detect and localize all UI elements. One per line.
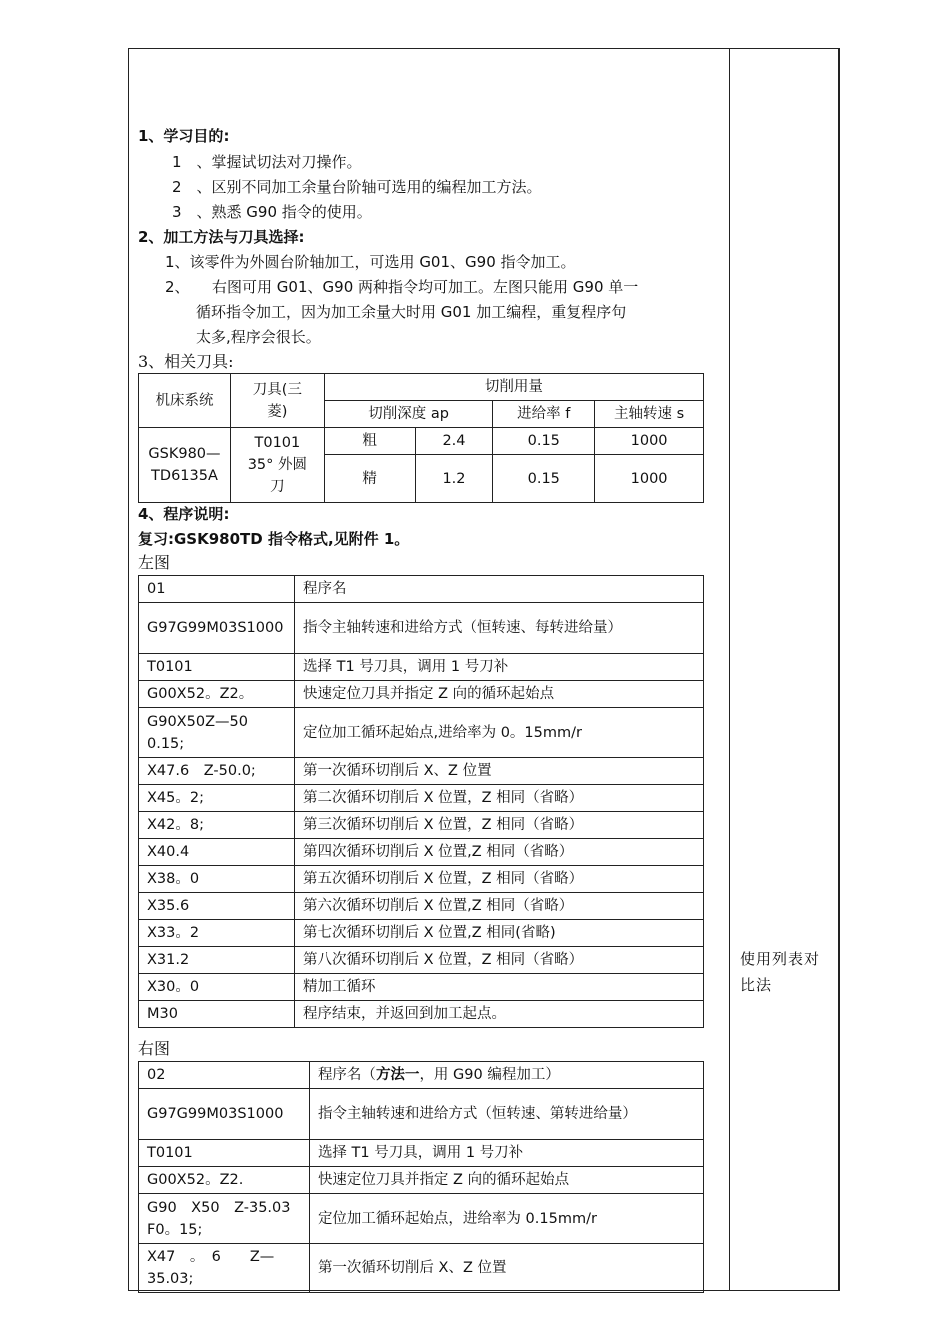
tools-tool-desc-line1: 35° 外圆 [247, 457, 308, 473]
program-code: G90X50Z—50 0.15; [139, 708, 295, 758]
program-code: G90 X50 Z-35.03 F0。15; [139, 1194, 310, 1244]
left-program-table [138, 575, 704, 1028]
tools-header-tool-line1: 刀具(三 [252, 381, 302, 398]
program-desc: 第八次循环切削后 X 位置，Z 相同（省略） [294, 947, 703, 974]
tools-header-depth: 切削深度 ap [324, 401, 493, 428]
tools-header-tool-line2: 菱) [267, 403, 288, 420]
program-code: M30 [139, 1001, 295, 1028]
section2-item-2-line1: 2、 右图可用 G01、G90 两种指令均可加工。左图只能用 G90 单一 [165, 278, 639, 296]
program-code: G97G99M03S1000 [139, 1089, 310, 1140]
tools-row-feed: 0.15 [493, 428, 595, 455]
section1-title: 1、学习目的: [138, 127, 230, 145]
program-desc: 程序名 [294, 576, 703, 603]
tools-machine-cell [139, 428, 231, 503]
program-desc: 第二次循环切削后 X 位置，Z 相同（省略） [294, 785, 703, 812]
program-desc: 第五次循环切削后 X 位置，Z 相同（省略） [294, 866, 703, 893]
program-desc: 定位加工循环起始点,进给率为 0。15mm/r [294, 708, 703, 758]
program-desc-part: 程序名（ [317, 1067, 376, 1083]
tools-row-speed: 1000 [595, 455, 704, 503]
right-program-table [138, 1061, 704, 1293]
program-code: X30。0 [139, 974, 295, 1001]
program-desc: 快速定位刀具并指定 Z 向的循环起始点 [309, 1167, 703, 1194]
tools-row-feed: 0.15 [493, 455, 595, 503]
program-code: G00X52。Z2. [139, 1167, 310, 1194]
program-code: G97G99M03S1000 [139, 603, 295, 654]
side-note: 使用列表对比法 [740, 950, 821, 994]
section1-item-1: 1 、掌握试切法对刀操作。 [172, 153, 362, 171]
program-code: 02 [139, 1062, 310, 1089]
program-desc: 选择 T1 号刀具，调用 1 号刀补 [309, 1140, 703, 1167]
tools-tool-code: T0101 [254, 435, 301, 451]
tools-header-machine: 机床系统 [139, 374, 231, 428]
program-desc: 第六次循环切削后 X 位置,Z 相同（省略） [294, 893, 703, 920]
program-code: X40.4 [139, 839, 295, 866]
tools-tool-desc-line2: 刀 [270, 479, 285, 495]
program-code: X45。2; [139, 785, 295, 812]
section3-title: 3、相关刀具: [138, 352, 234, 371]
section1-item-3: 3 、熟悉 G90 指令的使用。 [172, 203, 372, 221]
section4-review: 复习:GSK980TD 指令格式,见附件 1。 [138, 530, 410, 548]
program-desc: 第四次循环切削后 X 位置,Z 相同（省略） [294, 839, 703, 866]
program-code: G00X52。Z2。 [139, 681, 295, 708]
section2-title: 2、加工方法与刀具选择: [138, 228, 305, 246]
tools-header-tool [230, 374, 324, 428]
program-desc: 第一次循环切削后 X、Z 位置 [294, 758, 703, 785]
program-desc: 第七次循环切削后 X 位置,Z 相同(省略) [294, 920, 703, 947]
tools-header-speed: 主轴转速 s [595, 401, 704, 428]
left-program-label: 左图 [138, 553, 171, 572]
program-code: X42。8; [139, 812, 295, 839]
program-desc: 快速定位刀具并指定 Z 向的循环起始点 [294, 681, 703, 708]
section2-item-2-line3: 太多,程序会很长。 [196, 328, 321, 346]
tools-header-feed: 进给率 f [493, 401, 595, 428]
program-desc [309, 1062, 703, 1089]
section1-item-2: 2 、区别不同加工余量台阶轴可选用的编程加工方法。 [172, 178, 542, 196]
program-code: X35.6 [139, 893, 295, 920]
tools-machine-line2: TD6135A [151, 468, 218, 484]
program-desc: 选择 T1 号刀具，调用 1 号刀补 [294, 654, 703, 681]
program-desc: 指令主轴转速和进给方式（恒转速、每转进给量） [294, 603, 703, 654]
program-code: X47.6 Z-50.0; [139, 758, 295, 785]
column-divider-left [729, 48, 730, 1291]
program-desc: 第一次循环切削后 X、Z 位置 [309, 1244, 703, 1293]
program-code: 01 [139, 576, 295, 603]
tools-tool-cell [230, 428, 324, 503]
tools-row-mode: 粗 [324, 428, 415, 455]
program-desc: 精加工循环 [294, 974, 703, 1001]
section4-title: 4、程序说明: [138, 505, 230, 523]
column-divider-right [839, 48, 840, 1291]
program-desc-part: ，用 G90 编程加工） [419, 1067, 560, 1083]
program-desc: 程序结束，并返回到加工起点。 [294, 1001, 703, 1028]
tools-machine-line1: GSK980— [148, 446, 221, 462]
program-code: X33。2 [139, 920, 295, 947]
program-code: T0101 [139, 654, 295, 681]
program-method-emphasis: 方法一 [375, 1067, 420, 1083]
program-code: X47 。 6 Z— 35.03; [139, 1244, 310, 1293]
section2-item-1: 1、该零件为外圆台阶轴加工，可选用 G01、G90 指令加工。 [165, 253, 576, 271]
program-code: T0101 [139, 1140, 310, 1167]
program-code: X31.2 [139, 947, 295, 974]
tools-row-depth: 1.2 [415, 455, 493, 503]
section2-item-2-line2: 循环指令加工，因为加工余量大时用 G01 加工编程，重复程序句 [196, 303, 627, 321]
tools-header-cutting: 切削用量 [324, 374, 703, 401]
program-desc: 第三次循环切削后 X 位置，Z 相同（省略） [294, 812, 703, 839]
program-code: X38。0 [139, 866, 295, 893]
tools-row-speed: 1000 [595, 428, 704, 455]
program-desc: 指令主轴转速和进给方式（恒转速、第转进给量） [309, 1089, 703, 1140]
tools-row-mode: 精 [324, 455, 415, 503]
right-program-label: 右图 [138, 1039, 171, 1058]
tools-row-depth: 2.4 [415, 428, 493, 455]
tools-table [138, 373, 704, 503]
program-desc: 定位加工循环起始点，进给率为 0.15mm/r [309, 1194, 703, 1244]
